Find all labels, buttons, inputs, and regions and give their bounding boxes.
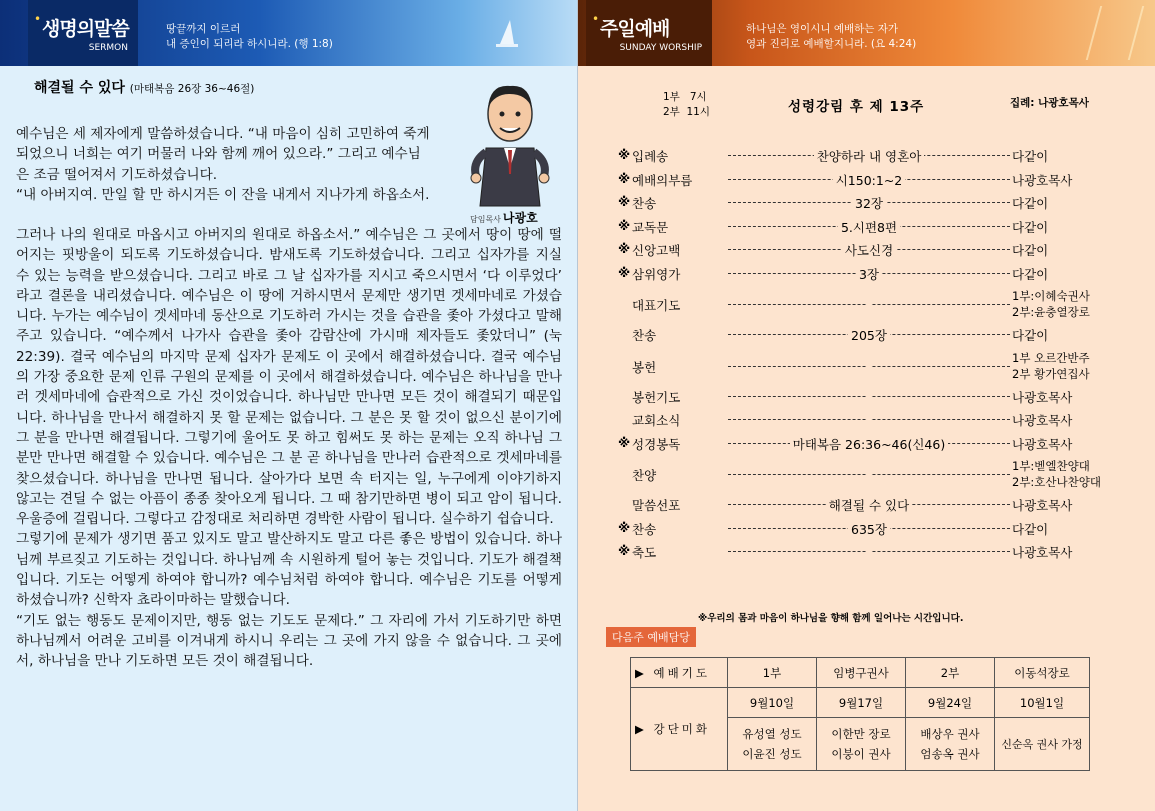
worship-page	[578, 0, 1155, 811]
preacher-label	[470, 209, 538, 226]
order-item-content	[728, 543, 1010, 558]
order-item-content	[728, 388, 1010, 403]
standing-mark: ※	[618, 434, 631, 450]
worship-section-subtitle: SUNDAY WORSHIP	[619, 43, 702, 53]
sermon-body-top: 예수님은 세 제자에게 말씀하셨습니다. “내 마음이 심히 고민하여 죽게 되었으니 너희는 여기 머물러 나와 함께 깨어 있으라.” 그리고 예수님 은 조금 떨어져서 기도하셨습니다. “내 아버지여. 만일 할 만 하시거든 이 잔을 내게서 지나가게 하옵소서.	[16, 126, 430, 203]
standing-mark: ※	[618, 217, 631, 233]
standing-note: ※우리의 몸과 마음이 하나님을 향해 함께 일어나는 시간입니다.	[698, 613, 964, 624]
order-item-name: 신앙고백	[632, 243, 681, 258]
next-week-tab: 다음주 예배담당	[606, 627, 696, 647]
worship-header-verse: 하나님은 영이시니 예배하는 자가 영과 진리로 예배할지니라. (요 4:24)	[746, 23, 917, 50]
order-item-content: 찬양하라 내 영혼아	[728, 147, 1010, 165]
worship-order-row	[618, 143, 1128, 167]
standing-mark: ※	[618, 519, 631, 535]
order-item-name: 말씀선포	[632, 498, 681, 513]
table-row: 유성열 성도 이윤진 성도 이한만 장로 이붕이 권사 배상우 권사 엄송옥 권사 신순옥 권사 가정	[631, 718, 1090, 771]
standing-mark: ※	[618, 543, 631, 558]
order-item-leader: 나광호목사	[1012, 498, 1073, 513]
order-item-name: 교회소식	[632, 413, 681, 428]
order-item-leader: 1부:이혜숙권사 2부:윤충열장로	[1012, 289, 1090, 319]
order-item-content	[728, 296, 1010, 311]
order-item-content: 사도신경	[728, 241, 1010, 259]
order-item-content: 마태복음 26:36~46(신46)	[728, 435, 1010, 453]
worship-header	[578, 0, 1155, 66]
order-item-name: 찬송	[632, 521, 657, 537]
order-item-name: 성경봉독	[632, 436, 681, 452]
duty-flower-label: ▶ 강단미화	[631, 688, 728, 771]
order-item-content: 5.시편8편	[728, 218, 1010, 236]
worship-order-row	[618, 492, 1128, 516]
order-item-name: 봉헌기도	[632, 389, 681, 405]
order-item-content: 시150:1~2	[728, 171, 1010, 189]
order-item-name: 입례송	[632, 149, 669, 164]
order-item-name: 축도	[632, 545, 657, 560]
service-times: 1부 7시 2부 11시	[663, 91, 711, 118]
order-item-content: 32장	[728, 194, 1010, 212]
worship-order-row	[618, 346, 1128, 384]
order-item-leader: 다같이	[1012, 243, 1049, 258]
sermon-header	[0, 0, 577, 66]
order-item-leader: 다같이	[1012, 219, 1049, 235]
sermon-paragraph: 그러나 나의 원대로 마옵시고 아버지의 원대로 하옵소서.” 예수님은 그 곳에서 땅이 땅에 떨어지는 핏방울이 되도록 기도하셨습니다. 밤새도록 기도하셨습니다. 그리고 십자가를 지실 수 있는 능력을 받으셨습니다. 그리고 바로 그 날 십자가를 지시고 죽으시면서 ‘다 이루었다’ 라고 결론을 내리셨습니다. 예수님은 이 땅에 거하시면서 문제만 생기면 겟세마네로 가셨습니다. 누가는 예수님이 겟세마네 동산으로 기도하러 가시는 것을 습관을 좇아 가셨다고 말해주고 있습니다. “예수께서 나가사 습관을 좇아 감람산에 가시매 제자들도 좇았더니” (눅 22:39). 결국 예수님의 마지막 문제 십자가 문제도 이 곳에서 해결하셨습니다. 결국 예수님의 가장 중요한 문제 인류 구원의 문제를 이 곳에서 해결하셨습니다. 예수님은 하나님을 만나러 겟세마네에 습관적으로 가신 것이었습니다. 하나님만 만나면 모든 것이 해결되기 때문입니다. 하나님을 만나서 해결하지 못 할 문제는 없습니다. 그 분은 못 할 것이 없으신 분이기에 그 분을 만나면 해결됩니다. 그렇기에 울어도 못 하고 힘써도 못 하는 문제는 오직 하나님 그 분만 만나면 해결할 수 있습니다. 예수님은 그 분 곧 하나님을 만나러 습관적으로 겟세마네를 찾으셨습니다. 하나님을 만나면 됩니다. 살아가다 보면 속 터지는 일, 누구에게 이야기하지 않고는 견딜 수 없는 아픔이 종종 찾아오게 됩니다. 그 때 참기만하면 병이 되고 암이 됩니다. 우울증에 걸립니다. 그렇다고 감정대로 처리하면 경박한 사람이 됩니다. 실수하기 쉽습니다.	[16, 227, 562, 528]
worship-section-title: 주일예배	[600, 18, 670, 40]
sermon-body	[16, 225, 562, 672]
order-item-leader: 1부:벧엘찬양대 2부:호산나찬양대	[1012, 459, 1101, 489]
order-item-name: 교독문	[632, 219, 669, 235]
worship-order	[618, 143, 1128, 563]
worship-order-row	[618, 516, 1128, 540]
worship-order-row	[618, 167, 1128, 191]
preacher-caricature-icon	[468, 78, 552, 218]
order-item-name: 삼위영가	[632, 266, 681, 282]
sparkle-icon: •	[592, 12, 600, 26]
order-item-content	[728, 358, 1010, 373]
order-item-leader: 다같이	[1012, 521, 1049, 537]
order-item-leader: 다같이	[1012, 149, 1049, 164]
order-item-content	[728, 466, 1010, 481]
order-item-content: 205장	[728, 326, 1010, 344]
preacher-role: 담임목사	[470, 215, 501, 224]
order-item-name: 봉헌	[632, 359, 657, 375]
order-item-leader: 다같이	[1012, 328, 1049, 343]
standing-mark: ※	[618, 241, 631, 256]
order-item-leader: 나광호목사	[1012, 413, 1073, 428]
order-item-leader: 다같이	[1012, 266, 1049, 282]
worship-order-row	[618, 384, 1128, 408]
order-item-name: 찬송	[632, 328, 657, 343]
table-row: ▶ 강단미화 9월10일 9월17일 9월24일 10월1일	[631, 688, 1090, 718]
preacher-name: 나광호	[502, 211, 538, 225]
worship-order-row	[618, 407, 1128, 431]
order-item-name: 예배의부름	[632, 172, 693, 188]
standing-mark: ※	[618, 194, 631, 209]
sparkle-icon: •	[34, 12, 42, 26]
order-item-name: 찬양	[632, 468, 657, 483]
order-item-name: 대표기도	[632, 298, 681, 313]
sermon-section-subtitle: SERMON	[88, 43, 128, 53]
worship-order-row	[618, 261, 1128, 285]
duty-prayer-label: ▶ 예배기도	[631, 658, 728, 688]
sermon-header-verse: 땅끝까지 이르러 내 증인이 되리라 하시니라. (행 1:8)	[166, 23, 333, 50]
order-item-content	[728, 411, 1010, 426]
standing-mark: ※	[618, 264, 631, 280]
worship-badge	[586, 0, 712, 66]
order-item-leader: 나광호목사	[1012, 389, 1073, 405]
worship-order-row	[618, 454, 1128, 492]
table-row: ▶ 예배기도 1부 임병구권사 2부 이동석장로	[631, 658, 1090, 688]
sermon-badge	[28, 0, 138, 66]
sermon-paragraph: “기도 없는 행동도 문제이지만, 행동 없는 기도도 문제다.” 그 자리에 가서 기도하기만 하면 하나님께서 어려운 고비를 이겨내게 하시니 우리는 그 곳에 가지 않을 수 없습니다. 그 곳에서, 하나님을 만나 기도하면 모든 것이 해결됩니다.	[16, 612, 562, 670]
order-item-leader: 나광호목사	[1012, 436, 1073, 452]
order-item-leader: 나광호목사	[1012, 172, 1073, 188]
worship-order-row	[618, 284, 1128, 322]
worship-leader: 집례: 나광호목사	[1010, 97, 1089, 109]
order-item-leader: 나광호목사	[1012, 545, 1073, 560]
order-item-leader: 1부 오르간반주 2부 황가연집사	[1012, 350, 1090, 381]
order-item-content: 3장	[728, 265, 1010, 283]
sailboat-icon	[500, 20, 514, 44]
boat-hull-icon	[496, 44, 518, 47]
order-item-leader: 다같이	[1012, 196, 1049, 211]
standing-mark: ※	[618, 147, 631, 162]
sermon-paragraph: 그렇기에 문제가 생기면 품고 있지도 말고 발산하지도 말고 다른 좋은 방법이 있습니다. 하나님께 부르짖고 기도하는 것입니다. 하나님께 속 시원하게 털어 놓는 것입니다. 기도가 해결책입니다. 기도는 어떻게 하여야 합니까? 예수님처럼 하여야 합니다. 예수님은 기도를 어떻게 하셨습니까? 신학자 쵸라이마하는 말했습니다.	[16, 531, 562, 609]
wheat-icon	[1086, 6, 1144, 60]
order-item-content: 635장	[728, 520, 1010, 538]
worship-order-row	[618, 322, 1128, 346]
worship-title: 성령강림 후 제 13주	[788, 99, 925, 115]
worship-order-row	[618, 237, 1128, 261]
sermon-reference: (마태복음 26장 36~46절)	[129, 83, 255, 95]
standing-mark: ※	[618, 170, 631, 186]
worship-order-row	[618, 190, 1128, 214]
duty-table	[630, 657, 1090, 771]
worship-order-row	[618, 214, 1128, 238]
worship-order-row	[618, 431, 1128, 455]
sermon-section-title: 생명의말씀	[42, 18, 129, 40]
sermon-title: 해결될 수 있다 (마태복음 26장 36~46절)	[34, 80, 255, 96]
worship-order-row	[618, 539, 1128, 563]
order-item-content: 해결될 수 있다	[728, 496, 1010, 514]
order-item-name: 찬송	[632, 196, 657, 211]
